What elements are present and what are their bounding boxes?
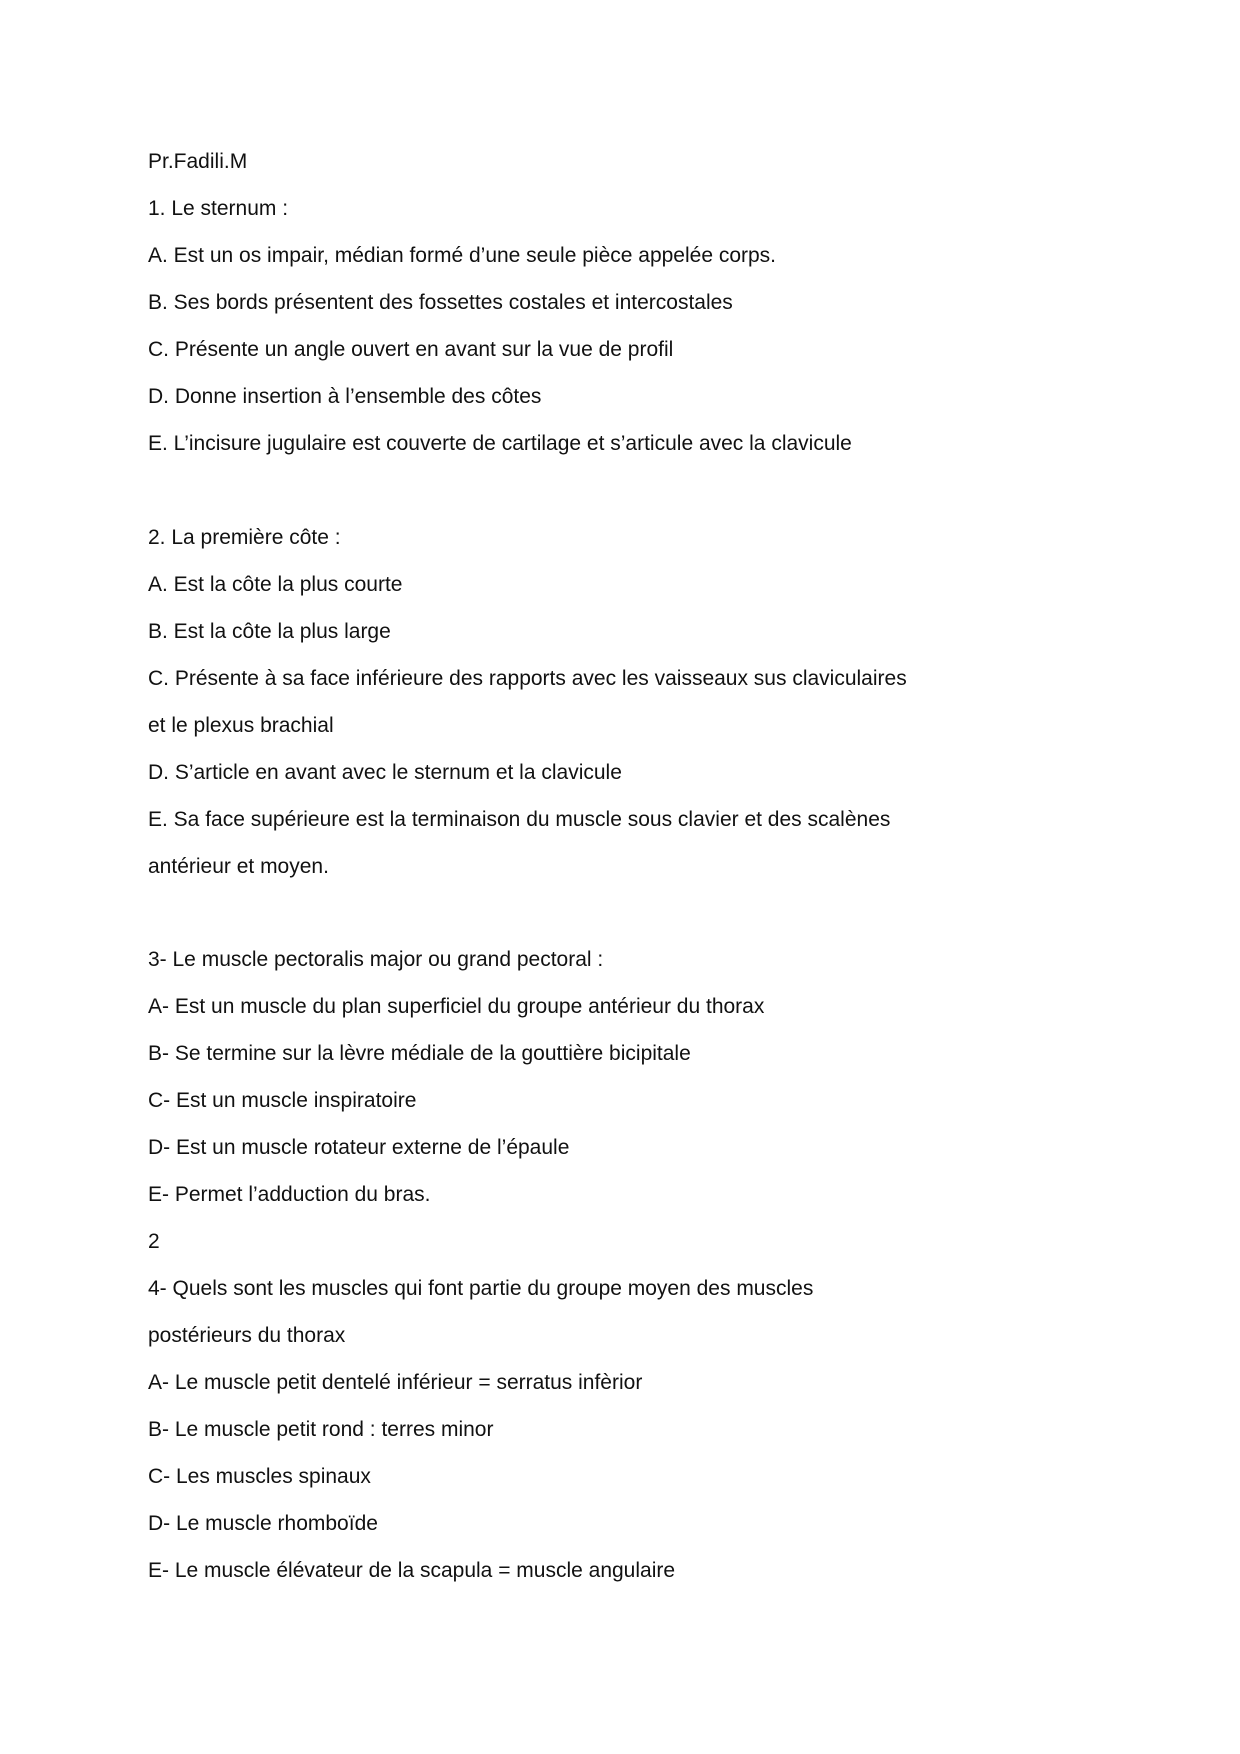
question-1-title: 1. Le sternum : [148,197,289,220]
question-2-option-c-line-2: et le plexus brachial [148,714,334,737]
question-2-option-e-line-1: E. Sa face supérieure est la terminaison du muscle sous clavier et des scalènes [148,808,891,831]
question-4-option-b: B- Le muscle petit rond : terres minor [148,1418,494,1441]
question-2-option-b: B. Est la côte la plus large [148,620,391,643]
question-1-option-c: C. Présente un angle ouvert en avant sur la vue de profil [148,338,674,361]
question-4-option-e: E- Le muscle élévateur de la scapula = muscle angulaire [148,1559,676,1582]
question-4-option-d: D- Le muscle rhomboïde [148,1512,378,1535]
question-3-option-d: D- Est un muscle rotateur externe de l’épaule [148,1136,570,1159]
question-2-option-c-line-1: C. Présente à sa face inférieure des rapports avec les vaisseaux sus claviculaires [148,667,907,690]
author-name: Pr.Fadili.M [148,150,248,173]
question-2-option-a: A. Est la côte la plus courte [148,573,403,596]
question-4-title-line-1: 4- Quels sont les muscles qui font partie du groupe moyen des muscles [148,1277,814,1300]
question-4-title-line-2: postérieurs du thorax [148,1324,346,1347]
question-3-option-b: B- Se termine sur la lèvre médiale de la gouttière bicipitale [148,1042,691,1065]
question-4-option-a: A- Le muscle petit dentelé inférieur = serratus infèrior [148,1371,643,1394]
question-3-option-e: E- Permet l’adduction du bras. [148,1183,431,1206]
question-2-title: 2. La première côte : [148,526,341,549]
question-3-option-a: A- Est un muscle du plan superficiel du groupe antérieur du thorax [148,995,765,1018]
question-2-option-d: D. S’article en avant avec le sternum et la clavicule [148,761,622,784]
question-3-title: 3- Le muscle pectoralis major ou grand pectoral : [148,948,604,971]
question-3-option-c: C- Est un muscle inspiratoire [148,1089,417,1112]
question-1-option-a: A. Est un os impair, médian formé d’une seule pièce appelée corps. [148,244,777,267]
page-number: 2 [148,1230,160,1253]
question-2-option-e-line-2: antérieur et moyen. [148,855,329,878]
question-1-option-e: E. L’incisure jugulaire est couverte de cartilage et s’articule avec la clavicule [148,432,852,455]
question-4-option-c: C- Les muscles spinaux [148,1465,371,1488]
question-1-option-b: B. Ses bords présentent des fossettes costales et intercostales [148,291,733,314]
question-1-option-d: D. Donne insertion à l’ensemble des côtes [148,385,542,408]
